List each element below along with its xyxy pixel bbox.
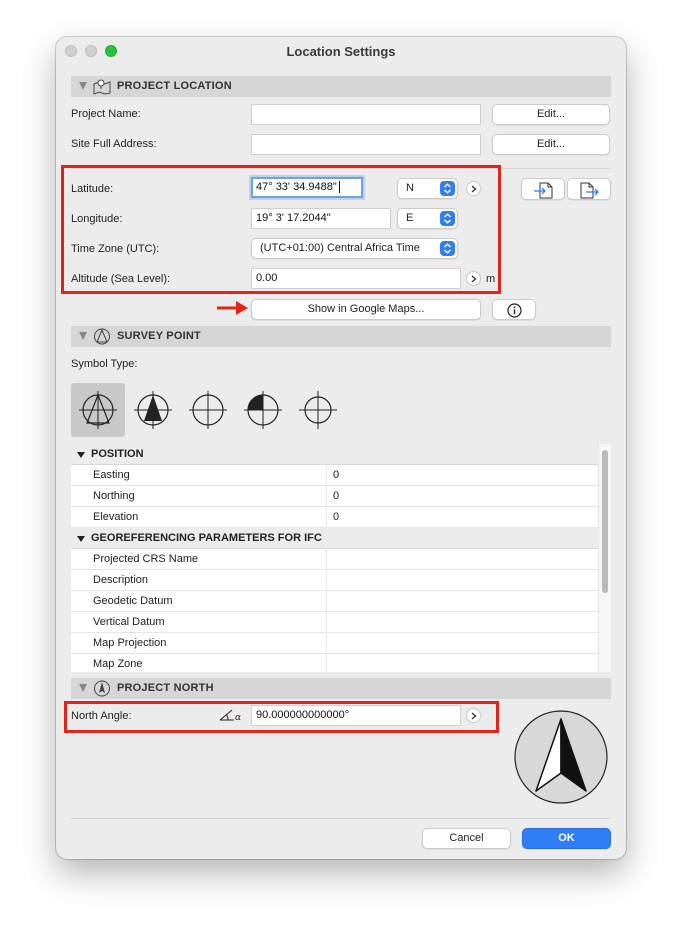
info-button[interactable]: [492, 299, 536, 320]
symbol-option-1[interactable]: [71, 383, 125, 437]
row-key: Description: [93, 574, 149, 586]
row-key: Geodetic Datum: [93, 595, 173, 607]
row-key: Easting: [93, 469, 130, 481]
window-title: Location Settings: [286, 44, 396, 59]
show-in-google-maps-button[interactable]: Show in Google Maps...: [251, 299, 481, 320]
survey-symbol-filled-icon: [126, 383, 180, 437]
altitude-field[interactable]: 0.00: [251, 268, 461, 289]
row-key: Projected CRS Name: [93, 553, 199, 565]
symbol-option-3[interactable]: [181, 383, 235, 437]
footer-divider: [71, 818, 611, 819]
collapse-triangle-icon: [79, 684, 87, 692]
export-file-icon: [578, 182, 600, 199]
table-row[interactable]: [71, 486, 598, 507]
table-row[interactable]: [71, 570, 598, 591]
row-key: Elevation: [93, 511, 139, 523]
timezone-label: Time Zone (UTC):: [71, 243, 160, 255]
angle-icon: [218, 707, 246, 723]
import-location-button[interactable]: [521, 178, 565, 200]
symbol-option-5[interactable]: [291, 383, 345, 437]
table-row[interactable]: [71, 507, 598, 528]
symbol-option-4[interactable]: [236, 383, 290, 437]
column-divider: [326, 507, 327, 528]
project-north-header[interactable]: [71, 678, 611, 699]
import-file-icon: [532, 182, 554, 199]
column-divider: [326, 465, 327, 486]
row-value[interactable]: 0: [333, 490, 340, 502]
position-group-header[interactable]: [71, 444, 598, 465]
georef-group-header[interactable]: [71, 528, 598, 549]
edit-project-name-button[interactable]: Edit...: [492, 104, 610, 125]
section-title: SURVEY POINT: [117, 330, 201, 342]
site-address-field[interactable]: [251, 134, 481, 155]
red-arrow-icon: [216, 299, 250, 317]
survey-point-properties-grid: [71, 444, 611, 672]
altitude-unit: m: [486, 273, 496, 285]
edit-site-address-button[interactable]: Edit...: [492, 134, 610, 155]
table-row[interactable]: [71, 591, 598, 612]
latitude-arrow-button[interactable]: [466, 181, 481, 196]
collapse-triangle-icon: [79, 332, 87, 340]
column-divider: [326, 591, 327, 612]
table-row[interactable]: [71, 612, 598, 633]
export-location-button[interactable]: [567, 178, 611, 200]
column-divider: [326, 654, 327, 672]
row-value[interactable]: 0: [333, 469, 340, 481]
project-location-header[interactable]: [71, 76, 611, 97]
row-key: Northing: [93, 490, 135, 502]
row-key: Map Projection: [93, 637, 167, 649]
crosshair-thin-icon: [291, 383, 345, 437]
longitude-hemisphere-select[interactable]: [397, 208, 458, 229]
longitude-field[interactable]: 19° 3' 17.2044": [251, 208, 391, 229]
project-name-label: Project Name:: [71, 108, 141, 120]
row-key: Map Zone: [93, 658, 143, 670]
expand-triangle-icon: [77, 452, 85, 458]
column-divider: [326, 612, 327, 633]
latitude-hemisphere-select[interactable]: [397, 178, 458, 199]
latitude-label: Latitude:: [71, 183, 114, 195]
collapse-triangle-icon: [79, 82, 87, 90]
updown-chevron-icon: [440, 211, 455, 226]
updown-chevron-icon: [440, 241, 455, 256]
group-title: GEOREFERENCING PARAMETERS FOR IFC: [91, 532, 322, 544]
updown-chevron-icon: [440, 181, 455, 196]
symbol-type-label: Symbol Type:: [71, 358, 138, 370]
table-row[interactable]: [71, 465, 598, 486]
chevron-right-icon: [471, 275, 477, 283]
column-divider: [326, 570, 327, 591]
group-title: POSITION: [91, 448, 144, 460]
compass-icon: [93, 680, 111, 697]
longitude-label: Longitude:: [71, 213, 123, 225]
location-settings-window: [56, 37, 626, 859]
north-angle-field[interactable]: 90.000000000000°: [251, 705, 461, 726]
row-key: Vertical Datum: [93, 616, 165, 628]
column-divider: [326, 549, 327, 570]
latitude-hemisphere-value: N: [406, 182, 414, 194]
table-row[interactable]: [71, 549, 598, 570]
project-name-field[interactable]: [251, 104, 481, 125]
row-value[interactable]: 0: [333, 511, 340, 523]
symbol-option-2[interactable]: [126, 383, 180, 437]
survey-symbol-outline-icon: [71, 383, 125, 437]
latitude-field[interactable]: [251, 177, 363, 198]
survey-point-header[interactable]: [71, 326, 611, 347]
longitude-hemisphere-value: E: [406, 212, 414, 224]
altitude-label: Altitude (Sea Level):: [71, 273, 171, 285]
title-bar: [56, 37, 626, 65]
timezone-value: (UTC+01:00) Central Africa Time: [260, 242, 420, 254]
text-cursor: [339, 181, 340, 193]
table-row[interactable]: [71, 633, 598, 654]
chevron-right-icon: [471, 185, 477, 193]
column-divider: [326, 486, 327, 507]
crosshair-icon: [181, 383, 235, 437]
divider: [71, 168, 611, 169]
quadrant-filled-icon: [236, 383, 290, 437]
map-pin-icon: [93, 78, 111, 95]
site-address-label: Site Full Address:: [71, 138, 157, 150]
latitude-value: 47° 33' 34.9488": [256, 181, 337, 193]
cancel-button[interactable]: Cancel: [422, 828, 511, 849]
table-row[interactable]: [71, 654, 598, 672]
column-divider: [326, 633, 327, 654]
section-title: PROJECT NORTH: [117, 682, 214, 694]
scrollbar-track[interactable]: [598, 444, 611, 672]
timezone-select[interactable]: [251, 238, 458, 259]
svg-text:α: α: [235, 713, 242, 723]
north-angle-arrow-button[interactable]: [466, 708, 481, 723]
section-title: PROJECT LOCATION: [117, 80, 232, 92]
north-angle-label: North Angle:: [71, 710, 132, 722]
survey-point-icon: [93, 328, 111, 345]
north-arrow-preview-icon: [513, 709, 609, 805]
expand-triangle-icon: [77, 536, 85, 542]
altitude-arrow-button[interactable]: [466, 271, 481, 286]
info-icon: [507, 303, 522, 318]
scrollbar-thumb[interactable]: [602, 450, 608, 593]
ok-button[interactable]: OK: [522, 828, 611, 849]
chevron-right-icon: [471, 712, 477, 720]
